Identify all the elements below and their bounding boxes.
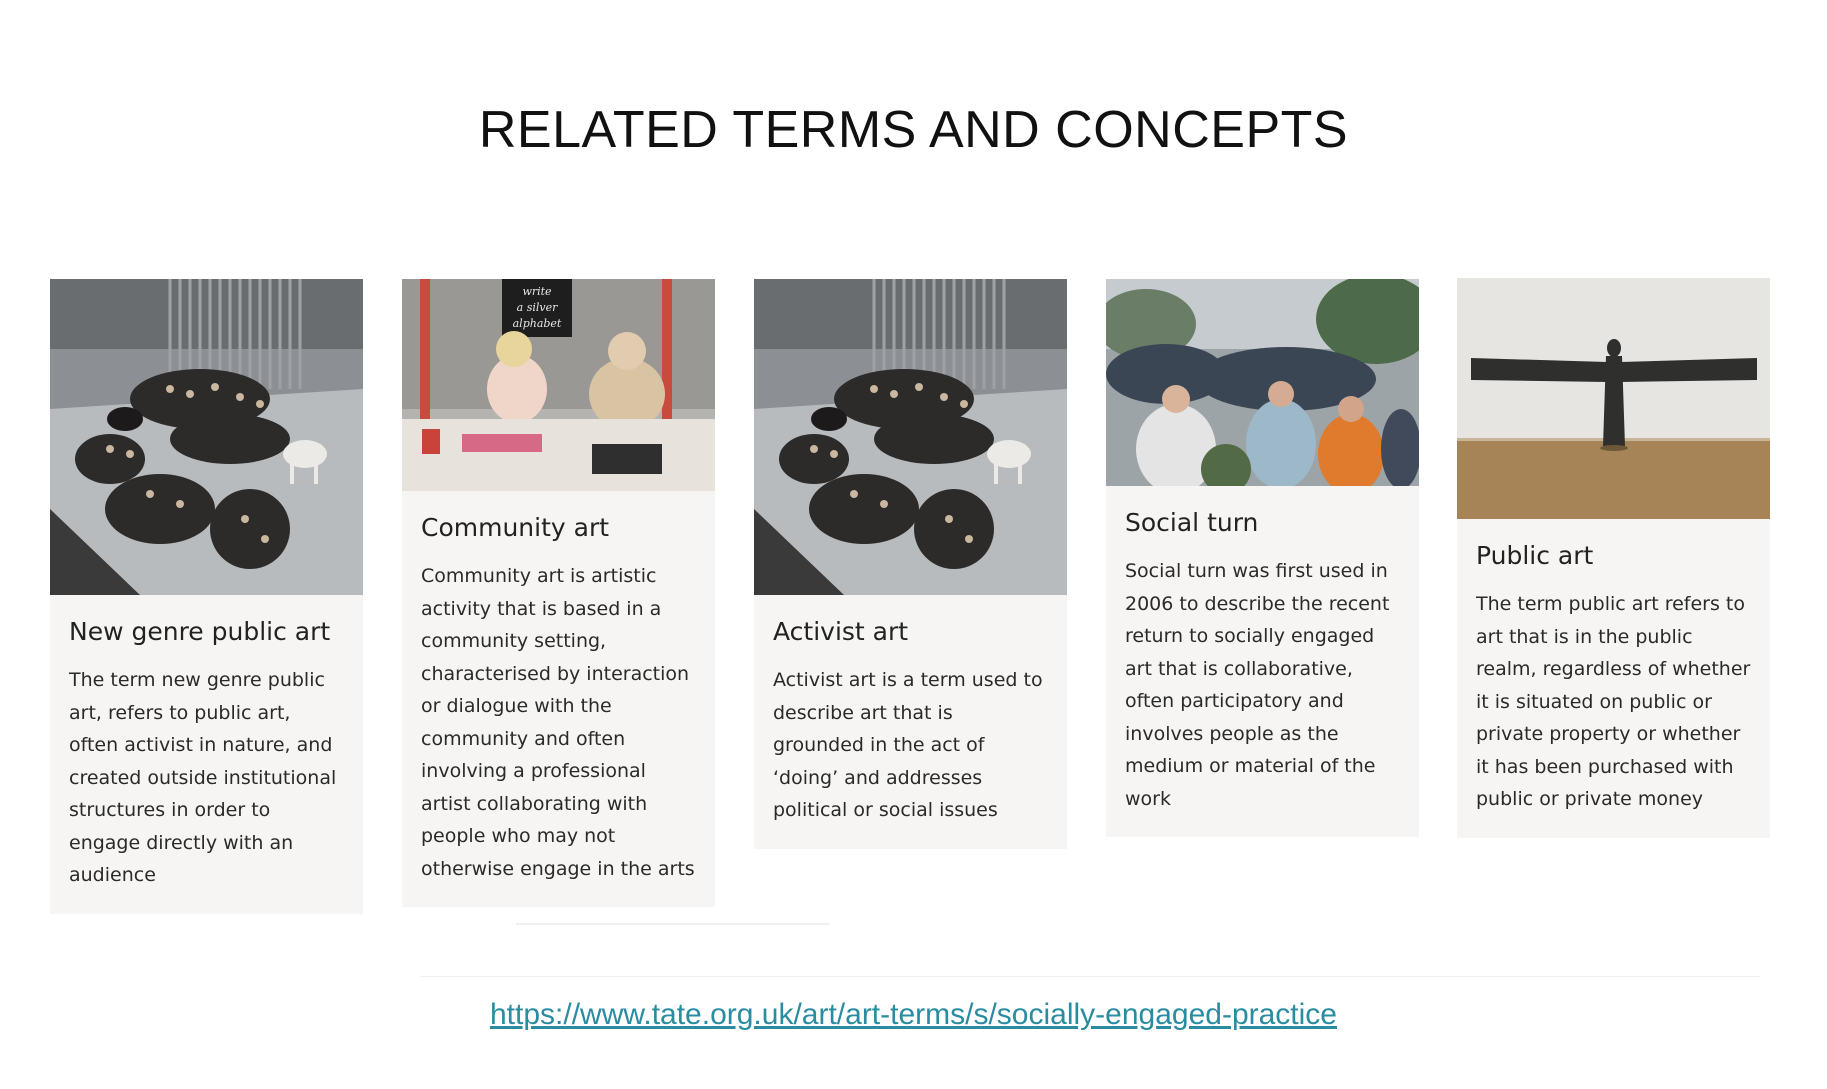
card-description: Social turn was first used in 2006 to describe the recent return to socially engaged art that is collaborative, often participatory and involves people as the medium or material of the work	[1125, 560, 1390, 810]
card-title: Social turn	[1125, 508, 1259, 537]
card-title: Public art	[1476, 541, 1594, 570]
card-activist-art[interactable]	[754, 279, 1067, 849]
workshop-table-photo	[402, 279, 715, 491]
sign-text-3: alphabet	[512, 317, 562, 330]
card-description: The term new genre public art, refers to public art, often activist in nature, and created outside institutional structures in order to engage directly with an audience	[69, 669, 337, 886]
card-description: Activist art is a term used to describe art that is grounded in the act of ‘doing’ and addresses political or social issues	[773, 669, 1043, 821]
divider	[420, 976, 1760, 977]
card-title: New genre public art	[69, 617, 331, 646]
angel-sculpture-photo	[1457, 278, 1770, 519]
crowd-hall-photo	[50, 279, 363, 595]
source-url-link[interactable]: https://www.tate.org.uk/art/art-terms/s/socially-engaged-practice	[489, 998, 1337, 1031]
crowd-hall-photo	[754, 279, 1067, 595]
running-crowd-photo	[1106, 279, 1419, 486]
card-description: The term public art refers to art that is in the public realm, regardless of whether it is situated on public or private property or whether it has been purchased with public or private money	[1476, 593, 1751, 810]
card-community-art[interactable]	[402, 279, 715, 907]
sign-text-1: write	[522, 285, 552, 298]
card-public-art[interactable]	[1457, 278, 1770, 838]
divider	[516, 923, 829, 925]
card-social-turn[interactable]	[1106, 279, 1419, 837]
card-title: Community art	[421, 513, 610, 542]
card-new-genre-public-art[interactable]	[50, 279, 363, 914]
sign-text-2: a silver	[516, 301, 558, 314]
slide-title: RELATED TERMS AND CONCEPTS	[478, 101, 1349, 159]
card-description: Community art is artistic activity that is based in a community setting, characterised by interaction or dialogue with the community and often involving a professional artist collaborating with people who may not otherwise engage in the arts	[421, 565, 695, 880]
card-title: Activist art	[773, 617, 909, 646]
